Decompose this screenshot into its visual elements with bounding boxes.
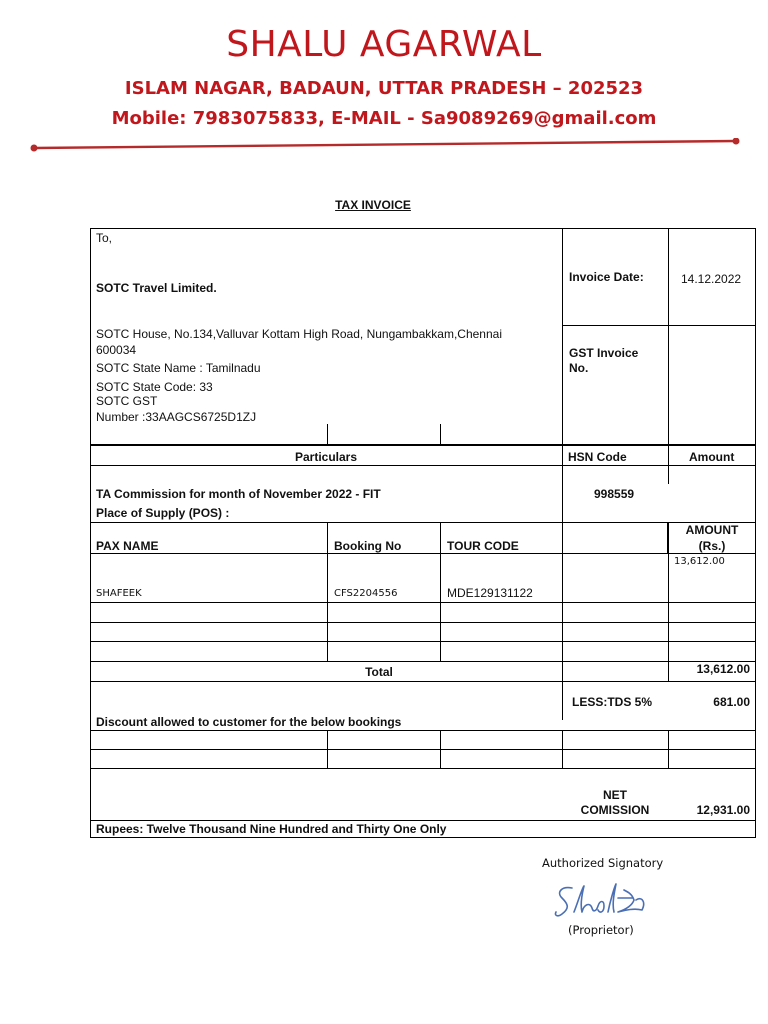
invoice-date-label: Invoice Date: bbox=[569, 270, 644, 284]
signature-image bbox=[552, 878, 652, 922]
amount-rs-header: AMOUNT bbox=[685, 523, 739, 537]
tds-value: 681.00 bbox=[713, 695, 750, 709]
net-commission-label: NET bbox=[603, 788, 627, 802]
gst-invoice-label: GST Invoice bbox=[569, 346, 639, 360]
signatory-role: (Proprietor) bbox=[568, 923, 634, 937]
pax-name-value: SHAFEEK bbox=[96, 588, 142, 599]
total-label: Total bbox=[365, 665, 393, 679]
net-commission-value: 12,931.00 bbox=[696, 803, 750, 817]
booking-no-header: Booking No bbox=[334, 539, 402, 553]
total-value: 13,612.00 bbox=[696, 662, 750, 676]
letterhead-address: ISLAM NAGAR, BADAUN, UTTAR PRADESH – 202523 bbox=[124, 78, 644, 99]
booking-no-value: CFS2204556 bbox=[334, 588, 398, 599]
customer-gst-label: SOTC GST bbox=[96, 394, 158, 408]
service-description: TA Commission for month of November 2022 - FIT bbox=[96, 487, 381, 501]
tour-code-header: TOUR CODE bbox=[447, 539, 519, 553]
amount-in-words: Rupees: Twelve Thousand Nine Hundred and Thirty One Only bbox=[96, 822, 447, 836]
signatory-caption: Authorized Signatory bbox=[542, 856, 664, 870]
to-label: To, bbox=[96, 231, 113, 245]
gst-invoice-label-no: No. bbox=[569, 361, 589, 375]
customer-state-name: SOTC State Name : Tamilnadu bbox=[96, 361, 261, 375]
customer-gst-number: Number :33AAGCS6725D1ZJ bbox=[96, 410, 257, 424]
customer-address-line2: 600034 bbox=[96, 343, 137, 357]
document-title: TAX INVOICE bbox=[335, 198, 411, 212]
letterhead-name: SHALU AGARWAL bbox=[226, 24, 542, 65]
tds-label: LESS:TDS 5% bbox=[572, 695, 653, 709]
hsn-code-value: 998559 bbox=[594, 487, 635, 501]
customer-company: SOTC Travel Limited. bbox=[96, 281, 217, 295]
amount-header: Amount bbox=[689, 450, 735, 464]
hsn-header: HSN Code bbox=[568, 450, 627, 464]
amount-rs-header-unit: (Rs.) bbox=[698, 539, 726, 553]
net-commission-label-2: COMISSION bbox=[580, 803, 650, 817]
pax-amount-value: 13,612.00 bbox=[674, 556, 725, 567]
particulars-header: Particulars bbox=[294, 450, 358, 464]
pax-name-header: PAX NAME bbox=[96, 539, 159, 553]
discount-note: Discount allowed to customer for the below bookings bbox=[96, 715, 402, 729]
customer-state-code: SOTC State Code: 33 bbox=[96, 380, 213, 394]
tour-code-value: MDE129131122 bbox=[447, 586, 533, 600]
customer-address-line1: SOTC House, No.134,Valluvar Kottam High Road, Nungambakkam,Chennai bbox=[96, 327, 502, 341]
letterhead-contact: Mobile: 7983075833, E-MAIL - Sa9089269@gmail.com bbox=[111, 108, 657, 129]
place-of-supply: Place of Supply (POS) : bbox=[96, 506, 230, 520]
letterhead-divider bbox=[30, 138, 740, 152]
invoice-date-value: 14.12.2022 bbox=[681, 272, 742, 286]
